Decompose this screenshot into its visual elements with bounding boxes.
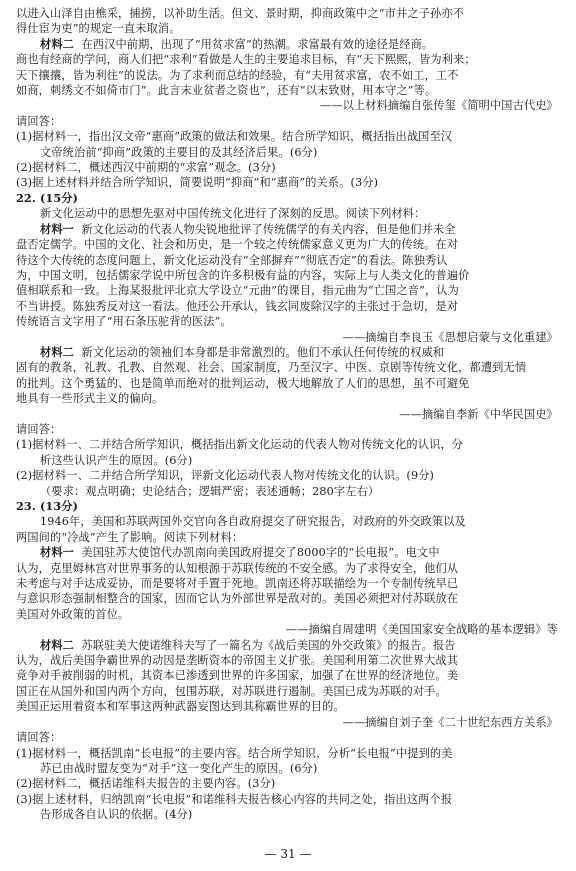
material-paragraph xyxy=(16,638,562,653)
text-line: 竞争对手被削弱的时机，其资本已渗透到世界的许多国家，加强了在世界的经济地位。美 xyxy=(16,669,459,683)
text-line: 值相联系和一致。上海某报批评北京大学设立“元曲”的课目，指元曲为“亡国之音”，认为 xyxy=(16,284,459,298)
text-line: 待这个大传统的态度问题上，新文化运动没有“全部摒弃”“彻底否定”的看法。陈独秀认 xyxy=(16,253,448,267)
question-line: (2)据材料二，概括诺维科夫报告的主要内容。(3分) xyxy=(16,777,276,791)
question-intro: 两国间的“冷战”产生了影响。阅读下列材料： xyxy=(16,530,244,544)
text-line: 的批判。这个勇猛的、也是简单而绝对的批判运动，极大地解放了人们的思想，虽不可避免 xyxy=(16,376,470,390)
text-line: 未考虑与对手达成妥协，而是要将对手置于死地。凯南还将苏联描绘为一个专制传统早已 xyxy=(16,577,459,591)
prompt-label: 请回答： xyxy=(16,114,62,128)
source-citation: ——摘编自刘子奎《二十世纪东西方关系》 xyxy=(342,715,558,729)
question-line: (2)据材料一、二并结合所学知识，评新文化运动代表人物对传统文化的认识。(9分) xyxy=(16,469,435,483)
question-intro: 1946年，美国和苏联两国外交官向各自政府提交了研究报告，对政府的外交政策以及 xyxy=(40,515,466,529)
text-line: 新文化运动的领袖们本身都是非常激烈的。他们不承认任何传统的权威和 xyxy=(81,345,445,359)
question-line: (3)据上述材料，归纳凯南“长电报”和诺维科夫报告核心内容的共同之处，指出这两个报 xyxy=(16,792,453,806)
source-citation: ——摘编自周建明《美国国家安全战略的基本逻辑》等 xyxy=(285,623,558,637)
text-line: 认为，战后美国争霸世界的动因是垄断资本的帝国主义扩张。美国利用第二次世界大战其 xyxy=(16,654,459,668)
material-label: 材料一 xyxy=(40,221,75,236)
material-label: 材料二 xyxy=(40,637,75,652)
material-paragraph xyxy=(16,222,562,237)
text-line: 商也有经商的学问，商人们把“求利”看做是人生的主要追求目标，有“天下熙熙，皆为利来； xyxy=(16,53,476,67)
question-header: 23. (13分) xyxy=(16,499,79,513)
question-line: 告形成各自认识的依据。(4分) xyxy=(40,808,193,822)
text-line: 传统语言文字用了“用石条压驼背的医法”。 xyxy=(16,315,232,329)
question-line: 析这些认识产生的原因。(6分) xyxy=(40,453,193,467)
question-23 xyxy=(16,499,562,823)
question-line: (1)据材料一、二并结合所学知识，概括指出新文化运动的代表人物对传统文化的认识，分 xyxy=(16,438,464,452)
material-label: 材料二 xyxy=(40,36,75,51)
material-paragraph xyxy=(16,37,562,52)
source-citation: ——摘编自李良玉《思想启蒙与文化重建》 xyxy=(342,330,558,344)
text-line: 不当讲授。陈独秀反对这一看法。他还公开承认，钱玄同废除汉字的主张过于急切，是对 xyxy=(16,299,459,313)
question-line: 文帝统治前“抑商”政策的主要目的及其经济后果。(6分) xyxy=(40,145,318,159)
question-header: 22. (15分) xyxy=(16,190,79,205)
prompt-label: 请回答： xyxy=(16,731,62,745)
text-line: 盘否定儒学。中国的文化、社会和历史，是一个较之传统儒家意义更为广大的传统。在对 xyxy=(16,238,459,252)
material-paragraph xyxy=(16,545,562,560)
question-line: (1)据材料一，指出汉文帝“惠商”政策的做法和效果。结合所学知识，概括指出战国至汉 xyxy=(16,130,453,144)
text-line: 在西汉中前期，出现了“用贫求富”的热潮。求富最有效的途径是经商。 xyxy=(81,37,434,51)
text-line: 得仕宦为吏”的规定一直未取消。 xyxy=(16,22,181,36)
material-label: 材料二 xyxy=(40,344,75,359)
text-line: 如商，刺绣文不如倚市门”。此言末业贫者之资也”，还有“以末致财，用本守之”等。 xyxy=(16,84,437,98)
text-line: 美国对外政策的首位。 xyxy=(16,607,130,621)
source-citation: ——摘编自李新《中华民国史》 xyxy=(399,407,558,421)
text-line: 美国驻苏大使馆代办凯南向美国政府提交了8000字的“长电报”。电文中 xyxy=(81,546,440,560)
question-requirement: （要求：观点明确；史论结合；逻辑严密；表述通畅；280字左右） xyxy=(40,484,380,498)
text-line: 固有的教条，礼教、孔教、自然观、社会、国家制度，乃至汉字、中医、京剧等传统文化，都遭到无情 xyxy=(16,361,527,375)
prompt-label: 请回答： xyxy=(16,422,62,436)
text-line: 与意识形态强制相整合的国家，因而它认为外部世界是敌对的。美国必须把对付苏联放在 xyxy=(16,592,459,606)
material-paragraph xyxy=(16,345,562,360)
text-line: 美国正运用着资本和军事这两种武器妄图达到其称霸世界的目的。 xyxy=(16,700,345,714)
question-22 xyxy=(16,191,562,499)
text-line: 为，中国文明，包括儒家学说中所包含的许多积极有益的内容，实际上与人类文化的普遍价 xyxy=(16,268,470,282)
page-number: — 31 — xyxy=(264,847,312,861)
text-line: 国正在从国外和国内两个方向，包围苏联，对苏联进行遏制。美国已成为苏联的对手。 xyxy=(16,684,447,698)
question-line: (3)据上述材料并结合所学知识，简要说明“抑商”和“惠商”的关系。(3分) xyxy=(16,176,379,190)
source-citation: ——以上材料摘编自张传玺《简明中国古代史》 xyxy=(319,99,558,113)
text-line: 地具有一些形式主义的偏向。 xyxy=(16,392,164,406)
q21-tail xyxy=(16,6,562,191)
text-line: 苏联驻美大使诺维科夫写了一篇名为《战后美国的外交政策》的报告。报告 xyxy=(81,638,456,652)
material-label: 材料一 xyxy=(40,545,75,560)
text-line: 新文化运动的代表人物尖锐地批评了传统儒学的有关内容，但是他们并未全 xyxy=(81,222,456,236)
text-line: 以进入山泽自由樵采，捕捞，以补助生活。但文、景时期，抑商政策中之“市井之子孙亦不 xyxy=(16,7,465,20)
question-line: (1)据材料一，概括凯南“长电报”的主要内容。结合所学知识，分析“长电报”中提到的美 xyxy=(16,746,453,760)
text-line: 天下攘攘，皆为利往”的说法。为了求利而总结的经验，有“夫用贫求富，农不如工，工不 xyxy=(16,68,459,82)
text-line: 认为，克里姆林宫对世界事务的认知根源于苏联传统的不安全感。为了求得安全，他们从 xyxy=(16,561,459,575)
question-intro: 新文化运动中的思想先驱对中国传统文化进行了深刻的反思。阅读下列材料： xyxy=(40,207,426,221)
question-line: (2)据材料二，概述西汉中前期的“求富”观念。(3分) xyxy=(16,161,276,175)
question-line: 苏已由战时盟友变为“对手”这一变化产生的原因。(6分) xyxy=(40,761,318,775)
